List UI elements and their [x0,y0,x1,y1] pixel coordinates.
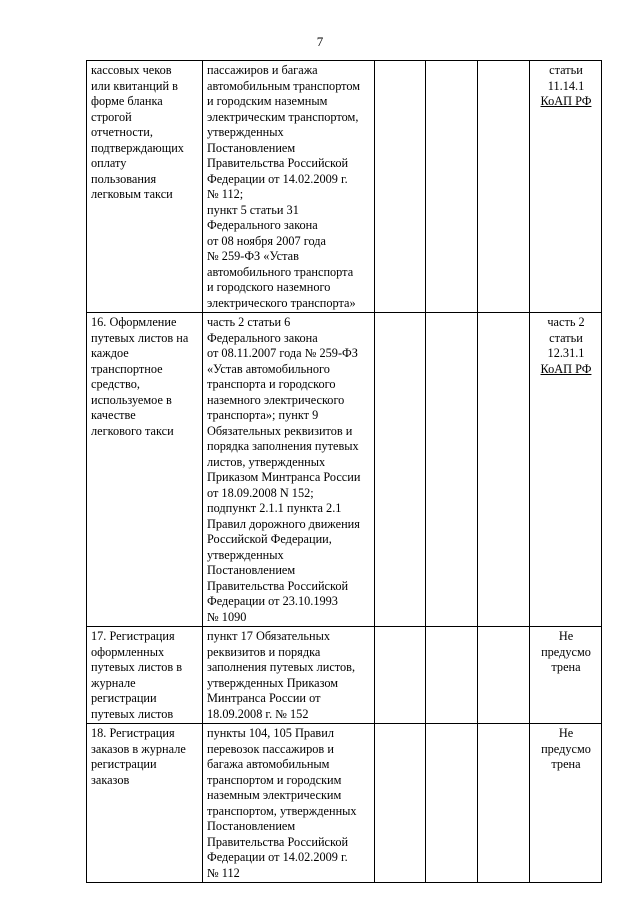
empty-cell [478,627,530,724]
text-line: от 18.09.2008 N 152; [207,485,314,500]
text-line: трена [551,660,581,674]
text-line: используемое в [91,392,172,407]
text-line: отчетности, [91,125,153,139]
empty-cell [375,313,426,627]
legal-basis-cell [203,313,375,627]
text-line: 18.09.2008 г. № 152 [207,706,309,721]
text-line: 12.31.1 [547,346,585,360]
text-line: Постановлением [207,563,296,577]
text-line: заказов в журнале [91,741,186,756]
text-line: от 08 ноября 2007 года [207,233,327,248]
legal-basis-cell [203,627,375,724]
text-line: кассовых чеков [91,63,172,77]
requirement-cell [87,724,203,883]
text-line: № 112; [207,187,244,201]
text-line: листов, утвержденных [207,454,326,469]
text-line: Федерации от 14.02.2009 г. [207,850,348,864]
text-line: утвержденных [207,125,284,139]
liability-cell [530,627,602,724]
empty-cell [375,61,426,313]
text-line: багажа автомобильным [207,757,330,771]
empty-cell [375,627,426,724]
text-line: 11.14.1 [547,78,585,93]
empty-cell [478,61,530,313]
text-line: Правительства Российской [207,834,349,849]
liability-cell [530,61,602,313]
text-line: наземного электрического [207,392,345,407]
text-line: журнале [91,675,136,690]
text-line: трена [551,757,581,771]
table-row [87,724,602,883]
text-line: Российской Федерации, [207,532,332,546]
text-line: регистрации [91,757,157,771]
text-line: пункты 104, 105 Правил [207,726,334,740]
text-line: заказов [91,772,130,787]
text-line: Правил дорожного движения [207,516,360,531]
text-line: Приказом Минтранса России [207,470,361,484]
text-line: реквизитов и порядка [207,644,321,659]
text-line: оплату [91,156,127,170]
empty-cell [426,313,478,627]
text-line: 18. Регистрация [91,726,175,740]
liability-cell [530,313,602,627]
text-line: строгой [91,109,132,124]
text-line: путевых листов на [91,330,189,345]
requirement-cell [87,627,203,724]
requirement-cell [87,313,203,627]
table-row [87,313,602,627]
text-line: пассажиров и багажа [207,63,318,77]
text-line: электрическим транспортом, [207,109,359,124]
text-line: наземным электрическим [207,788,342,802]
text-line: 17. Регистрация [91,629,175,643]
text-line: статьи [549,330,583,345]
text-line: «Устав автомобильного [207,361,330,376]
requirements-table [86,60,602,883]
text-line: предусмо [541,644,591,659]
liability-cell [530,724,602,883]
text-line: и городским наземным [207,94,328,108]
empty-cell [478,313,530,627]
text-line: Федерального закона [207,218,318,232]
empty-cell [426,724,478,883]
legal-basis-cell [203,61,375,313]
text-line: форме бланка [91,94,163,108]
text-line: каждое [91,346,129,360]
text-line: путевых листов в [91,660,183,674]
text-line: пользования [91,171,157,186]
table-row [87,61,602,313]
text-line: Минтранса России от [207,691,321,705]
text-line: Правительства Российской [207,578,349,593]
text-line: порядка заполнения путевых [207,439,359,453]
text-line: утвержденных [207,547,284,562]
text-line: транспортное [91,361,163,376]
text-line: № 1090 [207,609,247,624]
text-line: статьи [549,63,583,77]
text-line: от 08.11.2007 года № 259-ФЗ [207,346,358,360]
text-line: путевых листов [91,706,174,721]
empty-cell [426,61,478,313]
text-line: Постановлением [207,819,296,833]
text-line: Федерального закона [207,330,318,345]
text-line: № 112 [207,865,240,880]
text-line: часть 2 статьи 6 [207,315,291,329]
text-line: качестве [91,408,136,422]
text-line: Постановлением [207,140,296,155]
text-line: подтверждающих [91,140,184,155]
text-line: пункт 5 статьи 31 [207,202,299,217]
empty-cell [375,724,426,883]
text-line: подпункт 2.1.1 пункта 2.1 [207,501,342,515]
text-line: Федерации от 23.10.1993 [207,594,338,608]
koap-link[interactable]: КоАП РФ [540,361,592,376]
text-line: транспорта и городского [207,377,336,391]
text-line: Не [558,726,574,740]
text-line: легковым такси [91,187,173,201]
text-line: оформленных [91,644,165,659]
koap-link[interactable]: КоАП РФ [540,94,592,108]
text-line: Правительства Российской [207,156,349,170]
text-line: перевозок пассажиров и [207,741,334,756]
text-line: 16. Оформление [91,315,177,329]
text-line: транспорта»; пункт 9 [207,408,319,422]
text-line: транспортом, утвержденных [207,803,357,818]
empty-cell [478,724,530,883]
text-line: средство, [91,377,140,391]
text-line: заполнения путевых листов, [207,660,356,674]
text-line: автомобильным транспортом [207,78,361,93]
text-line: часть 2 [547,315,585,329]
text-line: легкового такси [91,423,174,438]
text-line: пункт 17 Обязательных [207,629,330,643]
requirement-cell [87,61,203,313]
text-line: регистрации [91,691,157,705]
text-line: автомобильного транспорта [207,264,354,279]
text-line: или квитанций в [91,78,178,93]
table-row [87,627,602,724]
text-line: утвержденных Приказом [207,675,339,690]
page-number: 7 [316,34,324,49]
text-line: № 259-ФЗ «Устав [207,249,299,263]
legal-basis-cell [203,724,375,883]
text-line: Обязательных реквизитов и [207,423,353,438]
text-line: Федерации от 14.02.2009 г. [207,171,348,186]
text-line: предусмо [541,741,591,756]
text-line: электрического транспорта» [207,295,356,310]
text-line: транспортом и городским [207,772,342,787]
text-line: и городского наземного [207,280,331,294]
empty-cell [426,627,478,724]
text-line: Не [558,629,574,643]
